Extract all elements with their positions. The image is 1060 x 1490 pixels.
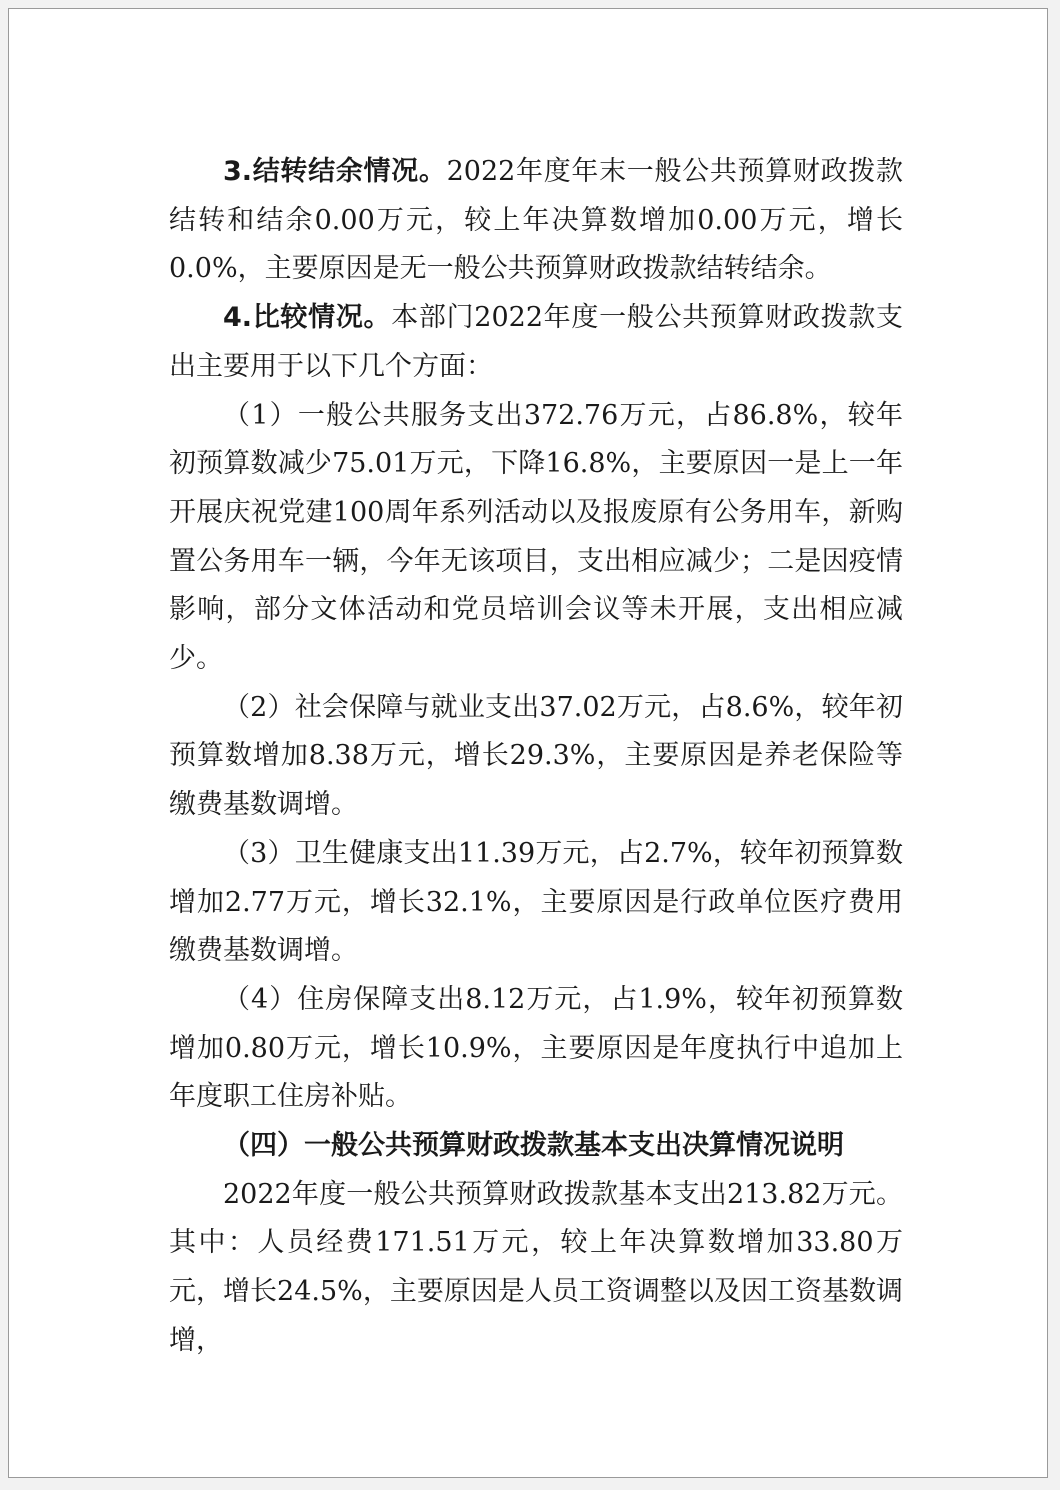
paragraph-basic-expenditure: 2022年度一般公共预算财政拨款基本支出213.82万元。其中：人员经费171.51万元，较上年决算数增加33.80万元，增长24.5%，主要原因是人员工资调整以及因工资基数调增， bbox=[169, 1178, 903, 1356]
section-heading-basic-expenditure: （四）一般公共预算财政拨款基本支出决算情况说明 bbox=[223, 1130, 844, 1162]
paragraph-text: 本部门2022年度一般公共预算财政拨款支出主要用于以下几个方面： bbox=[169, 302, 903, 382]
paragraph-text: 2022年度年末一般公共预算财政拨款结转和结余0.00万元，较上年决算数增加0.00万元，增长0.0%，主要原因是无一般公共预算财政拨款结转结余。 bbox=[169, 156, 904, 285]
paragraph-item-4-housing: （4）住房保障支出8.12万元，占1.9%，较年初预算数增加0.80万元，增长10.9%，主要原因是年度执行中追加上年度职工住房补贴。 bbox=[169, 983, 903, 1113]
paragraph-item-3-health: （3）卫生健康支出11.39万元，占2.7%，较年初预算数增加2.77万元，增长32.1%，主要原因是行政单位医疗费用缴费基数调增。 bbox=[169, 837, 903, 967]
document-body bbox=[169, 148, 903, 1366]
heading-carryover-balance: 3.结转结余情况。 bbox=[223, 156, 447, 187]
paragraph-comparison bbox=[169, 294, 903, 391]
heading-comparison: 4.比较情况。 bbox=[223, 302, 392, 334]
paragraph-carryover-balance bbox=[169, 148, 903, 294]
document-page bbox=[8, 8, 1048, 1478]
paragraph-item-2-social-security: （2）社会保障与就业支出37.02万元，占8.6%，较年初预算数增加8.38万元，增长29.3%，主要原因是养老保险等缴费基数调增。 bbox=[169, 691, 903, 821]
paragraph-item-1-general-public-services: （1）一般公共服务支出372.76万元，占86.8%，较年初预算数减少75.01万元，下降16.8%，主要原因一是上一年开展庆祝党建100周年系列活动以及报废原有公务用车，新购置公务用车一辆，今年无该项目，支出相应减少；二是因疫情影响，部分文体活动和党员培训会议等未开展，支出相应减少。 bbox=[169, 399, 903, 675]
